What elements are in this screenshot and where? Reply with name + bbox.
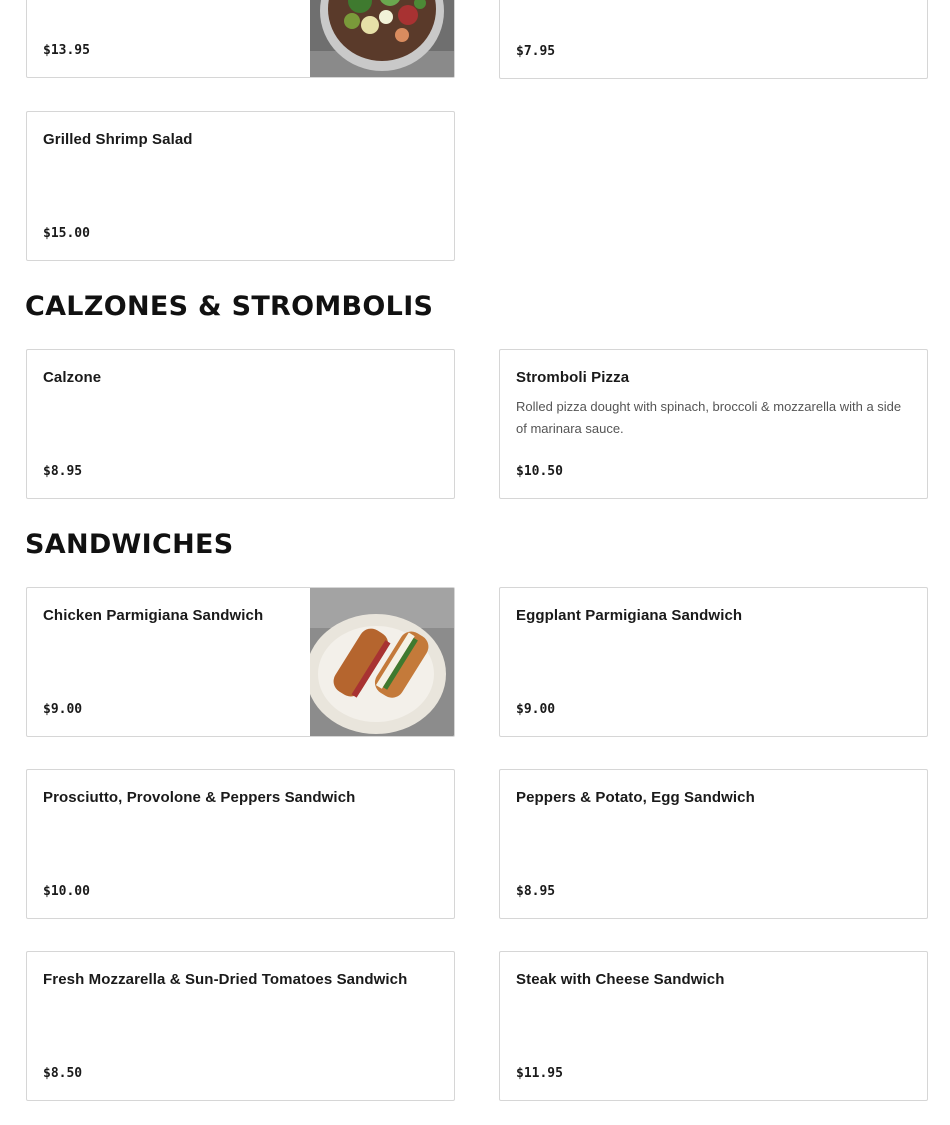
menu-item-name: Eggplant Parmigiana Sandwich bbox=[516, 607, 743, 624]
menu-item-price: $10.50 bbox=[516, 464, 563, 479]
menu-item-name: Fresh Mozzarella & Sun-Dried Tomatoes Sandwich bbox=[43, 971, 408, 988]
menu-item-name: Steak with Cheese Sandwich bbox=[516, 971, 725, 988]
menu-item-card-stromboli-pizza[interactable] bbox=[499, 349, 928, 499]
menu-item-price: $7.95 bbox=[516, 44, 556, 59]
menu-item-name: Peppers & Potato, Egg Sandwich bbox=[516, 789, 755, 806]
menu-item-price: $15.00 bbox=[43, 226, 90, 241]
menu-item-card-grilled-shrimp-salad[interactable] bbox=[26, 111, 455, 261]
menu-item-card-prosciutto-provolone-peppers-sandwich[interactable] bbox=[26, 769, 455, 919]
menu-item-card-steak-with-cheese-sandwich[interactable] bbox=[499, 951, 928, 1101]
menu-item-description: Rolled pizza dought with spinach, broccoli & mozzarella with a side of marinara sauce. bbox=[516, 399, 902, 436]
menu-item-card-eggplant-parmigiana-sandwich[interactable] bbox=[499, 587, 928, 737]
menu-item-price: $13.95 bbox=[43, 43, 90, 58]
menu-item-name: Stromboli Pizza bbox=[516, 369, 630, 386]
menu-item-card-salad-1[interactable] bbox=[26, 0, 455, 78]
menu-item-price: $8.50 bbox=[43, 1066, 83, 1081]
section-title-sandwiches: SANDWICHES bbox=[25, 529, 234, 560]
menu-item-price: $9.00 bbox=[43, 702, 83, 717]
menu-item-card-salad-2[interactable] bbox=[499, 0, 928, 79]
menu-item-price: $8.95 bbox=[43, 464, 83, 479]
menu-item-price: $10.00 bbox=[43, 884, 90, 899]
menu-item-card-calzone[interactable] bbox=[26, 349, 455, 499]
menu-item-name: Prosciutto, Provolone & Peppers Sandwich bbox=[43, 789, 356, 806]
salad-bowl-photo-icon bbox=[310, 0, 454, 77]
menu-item-name: Chicken Parmigiana Sandwich bbox=[43, 607, 264, 624]
menu-item-card-peppers-potato-egg-sandwich[interactable] bbox=[499, 769, 928, 919]
menu-item-name: Grilled Shrimp Salad bbox=[43, 131, 193, 148]
menu-item-price: $8.95 bbox=[516, 884, 556, 899]
sandwich-plate-photo-icon bbox=[310, 588, 454, 736]
menu-item-card-fresh-mozzarella-sandwich[interactable] bbox=[26, 951, 455, 1101]
section-title-calzones: CALZONES & STROMBOLIS bbox=[25, 291, 434, 322]
menu-item-price: $9.00 bbox=[516, 702, 556, 717]
menu-item-name: Calzone bbox=[43, 369, 102, 386]
menu-item-card-chicken-parmigiana-sandwich[interactable] bbox=[26, 587, 455, 737]
menu-item-price: $11.95 bbox=[516, 1066, 563, 1081]
